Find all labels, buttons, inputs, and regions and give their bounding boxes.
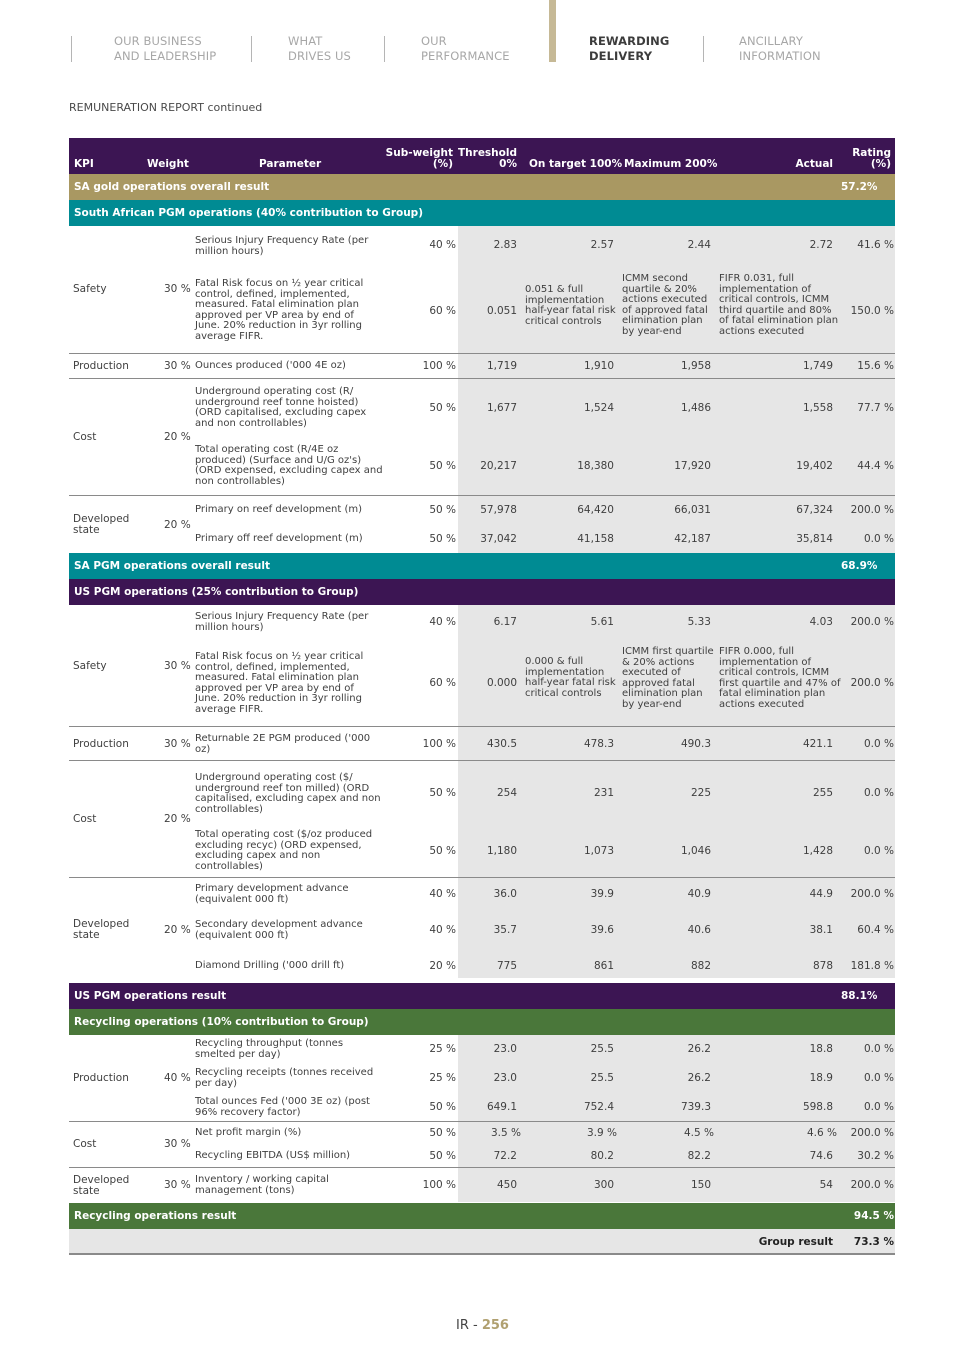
footer-prefix: IR -: [456, 1318, 482, 1333]
us-pgm-title-row: [69, 579, 895, 605]
threshold-cell: 0.051: [486, 305, 517, 317]
kpi-cell: Safety: [73, 660, 107, 672]
parameter-cell: Inventory / working capital management (tons): [195, 1174, 329, 1196]
top-navigation: [0, 0, 965, 70]
section-label: REMUNERATION REPORT continued: [69, 101, 263, 114]
grey-shade: [458, 224, 895, 487]
maximum-cell: 40.9: [687, 888, 711, 900]
header-on-target: On target 100%: [529, 158, 623, 170]
maximum-cell: 82.2: [687, 1150, 711, 1162]
subweight-cell: 50 %: [429, 533, 456, 545]
rating-cell: 200.0 %: [850, 504, 894, 516]
subweight-cell: 50 %: [429, 845, 456, 857]
maximum-cell: 150: [690, 1179, 711, 1191]
maximum-cell: ICMM second quartile & 20% actions executed of approved fatal elimination plan by year-end: [622, 273, 708, 337]
actual-cell: 74.6: [809, 1150, 833, 1162]
subweight-cell: 100 %: [422, 1179, 456, 1191]
parameter-cell: Serious Injury Frequency Rate (per million hours): [195, 611, 369, 633]
weight-cell: 30 %: [164, 660, 191, 672]
weight-cell: 30 %: [164, 283, 191, 295]
actual-cell: 38.1: [809, 924, 833, 936]
row-divider: [69, 726, 895, 727]
kpi-cell: Production: [73, 1072, 129, 1084]
parameter-cell: Fatal Risk focus on ½ year critical control, defined, implemented, measured. Fatal elimination plan approved per VP area by end of June. 20% reduction in 3yr rolling average FIFR.: [195, 651, 364, 715]
subweight-cell: 50 %: [429, 402, 456, 414]
rating-cell: 200.0 %: [850, 677, 894, 689]
maximum-cell: 42,187: [674, 533, 711, 545]
row-divider: [69, 353, 895, 354]
parameter-cell: Secondary development advance (equivalent 000 ft): [195, 919, 363, 941]
kpi-cell: Cost: [73, 431, 97, 443]
kpi-cell: Production: [73, 360, 129, 372]
rating-cell: 200.0 %: [850, 888, 894, 900]
header-subweight: Sub-weight: [385, 147, 453, 159]
actual-cell: 4.03: [809, 616, 833, 628]
band-value: 68.9%: [841, 560, 878, 572]
threshold-cell: 57,978: [480, 504, 517, 516]
parameter-cell: Recycling throughput (tonnes smelted per day): [195, 1038, 344, 1060]
on-target-cell: 1,910: [583, 360, 614, 372]
nav-label: OUR: [421, 34, 447, 48]
threshold-cell: 254: [496, 787, 517, 799]
group-result-label: Group result: [758, 1236, 833, 1248]
weight-cell: 30 %: [164, 738, 191, 750]
rating-cell: 200.0 %: [850, 616, 894, 628]
parameter-cell: Primary on reef development (m): [195, 504, 363, 515]
active-section-marker: [549, 0, 556, 62]
band-label: SA gold operations overall result: [74, 181, 270, 193]
parameter-cell: Serious Injury Frequency Rate (per million hours): [195, 235, 369, 257]
group-result-row: [69, 1229, 895, 1255]
on-target-cell: 1,073: [583, 845, 614, 857]
maximum-cell: 66,031: [674, 504, 711, 516]
row-divider: [69, 1121, 895, 1122]
on-target-cell: 300: [593, 1179, 614, 1191]
rating-cell: 181.8 %: [850, 960, 894, 972]
parameter-cell: Diamond Drilling ('000 drill ft): [195, 960, 345, 971]
maximum-cell: 40.6: [687, 924, 711, 936]
on-target-cell: 80.2: [590, 1150, 614, 1162]
subweight-cell: 25 %: [429, 1043, 456, 1055]
threshold-cell: 3.5 %: [490, 1127, 521, 1139]
rating-cell: 200.0 %: [850, 1127, 894, 1139]
threshold-cell: 775: [496, 960, 517, 972]
parameter-cell: Recycling receipts (tonnes received per day): [195, 1067, 374, 1089]
parameter-cell: Total operating cost (R/4E oz produced) (Surface and U/G oz's) (ORD expensed, excluding capex and non controllables): [195, 444, 383, 487]
nav-label: DELIVERY: [589, 49, 653, 63]
parameter-cell: Total operating cost ($/oz produced excluding recyc) (ORD expensed, excluding capex and non controllables): [195, 829, 373, 872]
actual-cell: 255: [812, 787, 833, 799]
rating-cell: 60.4 %: [857, 924, 894, 936]
band-label: Recycling operations (10% contribution to Group): [74, 1016, 369, 1028]
group-result-value: 73.3 %: [853, 1236, 894, 1248]
nav-what-drives-us[interactable]: [288, 34, 351, 64]
band-label: US PGM operations (25% contribution to Group): [74, 586, 359, 598]
on-target-cell: 25.5: [590, 1043, 614, 1055]
threshold-cell: 6.17: [493, 616, 517, 628]
on-target-cell: 752.4: [583, 1101, 614, 1113]
weight-cell: 20 %: [164, 813, 191, 825]
parameter-cell: Total ounces Fed ('000 3E oz) (post 96% recovery factor): [195, 1096, 370, 1118]
weight-cell: 30 %: [164, 1138, 191, 1150]
on-target-cell: 1,524: [583, 402, 614, 414]
band-label: South African PGM operations (40% contribution to Group): [74, 207, 423, 219]
on-target-cell: 5.61: [590, 616, 614, 628]
subweight-cell: 40 %: [429, 616, 456, 628]
recycling-result-row: [69, 1203, 895, 1229]
threshold-cell: 37,042: [480, 533, 517, 545]
weight-cell: 30 %: [164, 1179, 191, 1191]
nav-rewarding-delivery[interactable]: [589, 34, 669, 64]
header-actual: Actual: [795, 158, 833, 170]
row-divider: [69, 760, 895, 761]
kpi-cell: Developed state: [73, 513, 130, 536]
on-target-cell: 478.3: [583, 738, 614, 750]
nav-our-performance[interactable]: [421, 34, 510, 64]
parameter-cell: Primary development advance (equivalent 000 ft): [195, 883, 349, 905]
maximum-cell: 225: [690, 787, 711, 799]
actual-cell: 54: [819, 1179, 833, 1191]
weight-cell: 20 %: [164, 924, 191, 936]
page-footer: [0, 1318, 965, 1333]
nav-label: DRIVES US: [288, 49, 351, 63]
nav-label: PERFORMANCE: [421, 49, 510, 63]
parameter-cell: Fatal Risk focus on ½ year critical control, defined, implemented, measured. Fatal elimination plan approved per VP area by end of June. 20% reduction in 3yr rolling average FIFR.: [195, 278, 364, 342]
on-target-cell: 64,420: [577, 504, 614, 516]
subweight-cell: 40 %: [429, 239, 456, 251]
threshold-cell: 1,677: [486, 402, 517, 414]
actual-cell: 1,558: [802, 402, 833, 414]
maximum-cell: ICMM first quartile & 20% actions executed of approved fatal elimination plan by year-end: [622, 646, 714, 710]
nav-divider: [71, 36, 72, 62]
threshold-cell: 36.0: [493, 888, 517, 900]
rating-cell: 0.0 %: [863, 738, 894, 750]
rating-cell: 200.0 %: [850, 1179, 894, 1191]
maximum-cell: 26.2: [687, 1072, 711, 1084]
header-weight: Weight: [147, 158, 189, 170]
on-target-cell: 861: [593, 960, 614, 972]
table-header: [69, 138, 895, 174]
rating-cell: 15.6 %: [857, 360, 894, 372]
subweight-cell: 50 %: [429, 504, 456, 516]
header-threshold-pct: 0%: [499, 158, 517, 170]
threshold-cell: 23.0: [493, 1072, 517, 1084]
kpi-cell: Cost: [73, 1138, 97, 1150]
maximum-cell: 882: [690, 960, 711, 972]
nav-ancillary-information[interactable]: [739, 34, 821, 64]
maximum-cell: 1,958: [680, 360, 711, 372]
actual-cell: 1,428: [802, 845, 833, 857]
on-target-cell: 3.9 %: [586, 1127, 617, 1139]
row-divider: [69, 378, 895, 379]
maximum-cell: 1,046: [680, 845, 711, 857]
subweight-cell: 50 %: [429, 1127, 456, 1139]
parameter-cell: Underground operating cost (R/ underground reef tonne hoisted) (ORD capitalised, excluding capex and non controllables): [195, 386, 367, 429]
weight-cell: 20 %: [164, 431, 191, 443]
actual-cell: 878: [812, 960, 833, 972]
actual-cell: 18.8: [809, 1043, 833, 1055]
parameter-cell: Recycling EBITDA (US$ million): [195, 1150, 351, 1161]
header-rating: Rating: [852, 147, 891, 159]
on-target-cell: 39.6: [590, 924, 614, 936]
maximum-cell: 17,920: [674, 460, 711, 472]
actual-cell: FIFR 0.000, full implementation of critical controls, ICMM first quartile and 47% of fatal elimination plan actions executed: [719, 646, 841, 710]
band-label: US PGM operations result: [74, 990, 227, 1002]
on-target-cell: 231: [593, 787, 614, 799]
threshold-cell: 72.2: [493, 1150, 517, 1162]
row-divider: [69, 495, 895, 496]
rating-cell: 150.0 %: [850, 305, 894, 317]
maximum-cell: 26.2: [687, 1043, 711, 1055]
nav-our-business[interactable]: [114, 34, 216, 64]
rating-cell: 0.0 %: [863, 1043, 894, 1055]
threshold-cell: 2.83: [493, 239, 517, 251]
on-target-cell: 0.000 & full implementation half-year fatal risk critical controls: [525, 656, 616, 699]
row-divider: [69, 1167, 895, 1168]
header-maximum: Maximum 200%: [624, 158, 718, 170]
actual-cell: 4.6 %: [806, 1127, 837, 1139]
header-kpi: KPI: [74, 158, 94, 170]
threshold-cell: 20,217: [480, 460, 517, 472]
subweight-cell: 50 %: [429, 787, 456, 799]
maximum-cell: 1,486: [680, 402, 711, 414]
kpi-cell: Safety: [73, 283, 107, 295]
threshold-cell: 23.0: [493, 1043, 517, 1055]
rating-cell: 0.0 %: [863, 1101, 894, 1113]
nav-label: WHAT: [288, 34, 323, 48]
threshold-cell: 1,180: [486, 845, 517, 857]
kpi-cell: Production: [73, 738, 129, 750]
band-value: 88.1%: [841, 990, 878, 1002]
rating-cell: 0.0 %: [863, 787, 894, 799]
header-subweight-unit: (%): [432, 158, 453, 170]
threshold-cell: 0.000: [486, 677, 517, 689]
nav-label: ANCILLARY: [739, 34, 804, 48]
header-rating-unit: (%): [870, 158, 891, 170]
header-threshold: Threshold: [458, 147, 517, 159]
actual-cell: 1,749: [802, 360, 833, 372]
on-target-cell: 18,380: [577, 460, 614, 472]
actual-cell: 421.1: [802, 738, 833, 750]
on-target-cell: 0.051 & full implementation half-year fatal risk critical controls: [525, 284, 616, 327]
rating-cell: 0.0 %: [863, 533, 894, 545]
maximum-cell: 4.5 %: [683, 1127, 714, 1139]
parameter-cell: Underground operating cost ($/ underground reef ton milled) (ORD capitalised, excluding capex and non controllables): [195, 772, 381, 815]
row-divider: [69, 877, 895, 878]
nav-label: REWARDING: [589, 34, 670, 48]
nav-label: AND LEADERSHIP: [114, 49, 217, 63]
actual-cell: 44.9: [809, 888, 833, 900]
maximum-cell: 2.44: [687, 239, 711, 251]
parameter-cell: Ounces produced ('000 4E oz): [195, 360, 346, 371]
maximum-cell: 5.33: [687, 616, 711, 628]
subweight-cell: 60 %: [429, 677, 456, 689]
subweight-cell: 40 %: [429, 888, 456, 900]
threshold-cell: 430.5: [486, 738, 517, 750]
subweight-cell: 40 %: [429, 924, 456, 936]
sa-pgm-result-row: [69, 553, 895, 579]
band-label: SA PGM operations overall result: [74, 560, 271, 572]
actual-cell: 598.8: [802, 1101, 833, 1113]
actual-cell: FIFR 0.031, full implementation of critical controls, ICMM third quartile and 80% of fatal elimination plan actions executed: [719, 273, 839, 337]
actual-cell: 2.72: [809, 239, 833, 251]
nav-divider: [384, 36, 385, 62]
nav-label: INFORMATION: [739, 49, 821, 63]
nav-label: OUR BUSINESS: [114, 34, 202, 48]
nav-divider: [251, 36, 252, 62]
threshold-cell: 1,719: [486, 360, 517, 372]
kpi-cell: Developed state: [73, 918, 130, 941]
rating-cell: 44.4 %: [857, 460, 894, 472]
band-value: 94.5 %: [853, 1210, 894, 1222]
nav-divider: [703, 36, 704, 62]
actual-cell: 35,814: [796, 533, 833, 545]
rating-cell: 0.0 %: [863, 845, 894, 857]
subweight-cell: 100 %: [422, 738, 456, 750]
weight-cell: 20 %: [164, 519, 191, 531]
subweight-cell: 50 %: [429, 460, 456, 472]
actual-cell: 67,324: [796, 504, 833, 516]
header-parameter: Parameter: [259, 158, 322, 170]
rating-cell: 41.6 %: [857, 239, 894, 251]
actual-cell: 18.9: [809, 1072, 833, 1084]
on-target-cell: 2.57: [590, 239, 614, 251]
page-number: 256: [481, 1318, 509, 1333]
band-label: Recycling operations result: [74, 1210, 237, 1222]
us-pgm-result-row: [69, 983, 895, 1009]
subweight-cell: 20 %: [429, 960, 456, 972]
weight-cell: 30 %: [164, 360, 191, 372]
threshold-cell: 450: [496, 1179, 517, 1191]
threshold-cell: 649.1: [486, 1101, 517, 1113]
subweight-cell: 50 %: [429, 1150, 456, 1162]
on-target-cell: 25.5: [590, 1072, 614, 1084]
parameter-cell: Returnable 2E PGM produced ('000 oz): [195, 733, 371, 755]
maximum-cell: 739.3: [680, 1101, 711, 1113]
band-value: 57.2%: [841, 181, 878, 193]
parameter-cell: Primary off reef development (m): [195, 533, 363, 544]
subweight-cell: 100 %: [422, 360, 456, 372]
rating-cell: 77.7 %: [857, 402, 894, 414]
parameter-cell: Net profit margin (%): [195, 1127, 302, 1138]
on-target-cell: 39.9: [590, 888, 614, 900]
subweight-cell: 50 %: [429, 1101, 456, 1113]
threshold-cell: 35.7: [493, 924, 517, 936]
maximum-cell: 490.3: [680, 738, 711, 750]
actual-cell: 19,402: [796, 460, 833, 472]
rating-cell: 0.0 %: [863, 1072, 894, 1084]
on-target-cell: 41,158: [577, 533, 614, 545]
rating-cell: 30.2 %: [857, 1150, 894, 1162]
sa-pgm-title-row: [69, 200, 895, 226]
subweight-cell: 60 %: [429, 305, 456, 317]
kpi-cell: Developed state: [73, 1174, 130, 1197]
subweight-cell: 25 %: [429, 1072, 456, 1084]
sa-gold-result-row: [69, 174, 895, 200]
recycling-title-row: [69, 1009, 895, 1035]
grey-shade: [458, 1030, 895, 1202]
weight-cell: 40 %: [164, 1072, 191, 1084]
kpi-cell: Cost: [73, 813, 97, 825]
